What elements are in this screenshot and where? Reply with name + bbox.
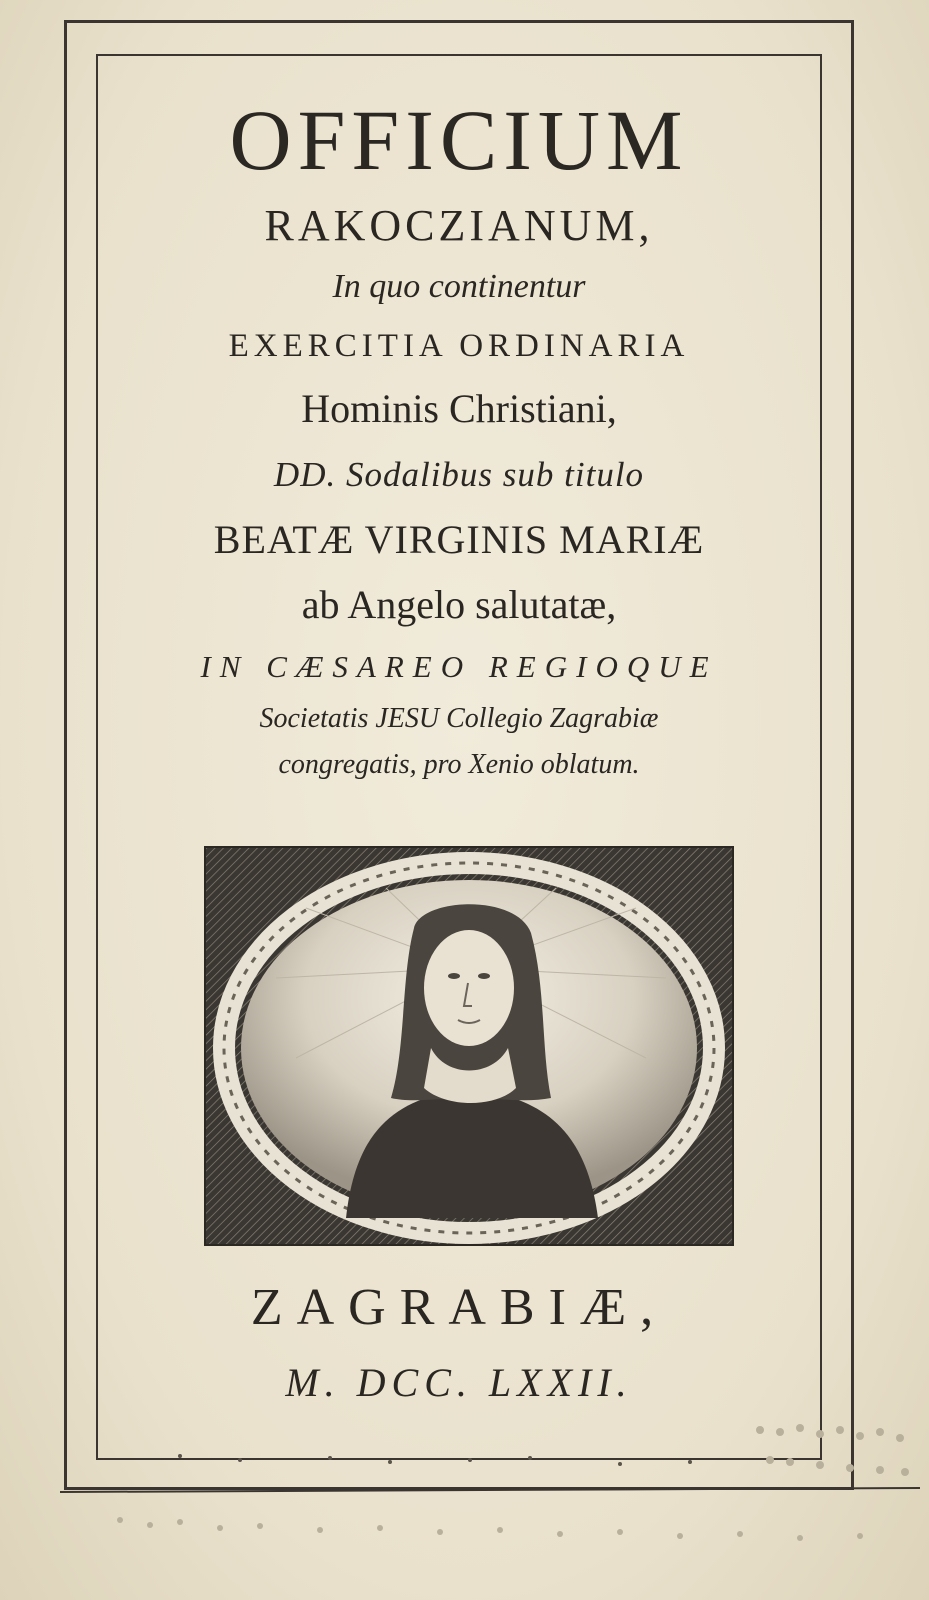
title-line-8: ab Angelo salutatæ, <box>301 582 617 627</box>
imprint-year: M. DCC. LXXII. <box>285 1360 633 1405</box>
title-line-5: Hominis Christiani, <box>301 386 617 431</box>
title-line-11: congregatis, pro Xenio oblatum. <box>278 749 640 780</box>
subtitle: RAKOCZIANUM, <box>264 201 654 250</box>
perforation-marks <box>60 1410 920 1590</box>
title-line-7: BEATÆ VIRGINIS MARIÆ <box>213 517 705 562</box>
title-line-10: Societatis JESU Collegio Zagrabiæ <box>259 703 659 734</box>
title-line-9: IN CÆSAREO REGIOQUE <box>200 649 718 684</box>
title-block <box>100 80 818 788</box>
main-title: OFFICIUM <box>229 92 689 188</box>
imprint-place: ZAGRABIÆ, <box>250 1279 668 1336</box>
title-line-6: DD. Sodalibus sub titulo <box>273 455 645 494</box>
title-line-4: EXERCITIA ORDINARIA <box>228 328 690 364</box>
imprint-block <box>100 1268 818 1418</box>
virgin-mary-engraving-icon <box>204 846 734 1246</box>
title-line-3: In quo continentur <box>332 268 586 305</box>
